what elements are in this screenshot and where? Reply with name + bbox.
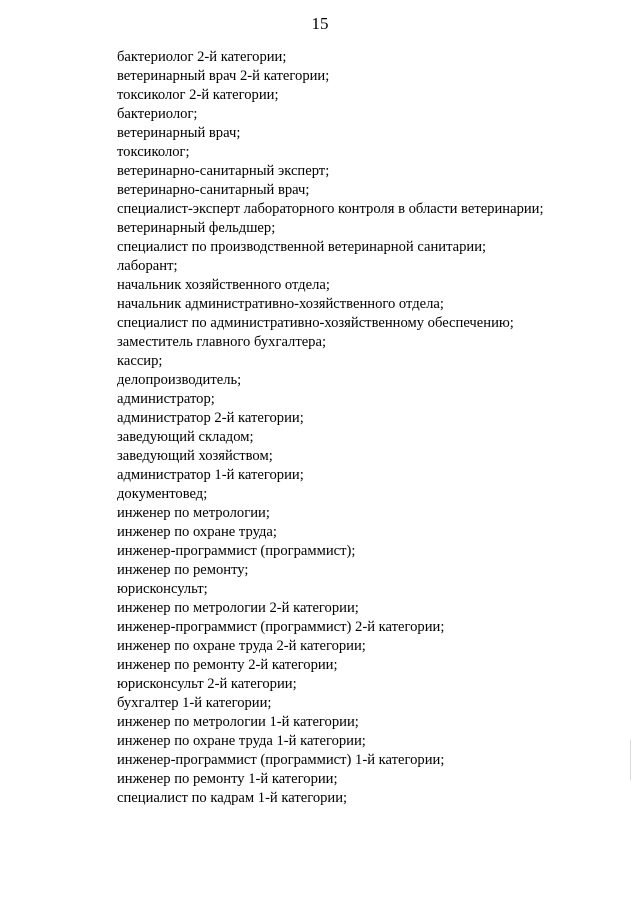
list-item: ветеринарный врач 2-й категории; — [117, 68, 330, 84]
list-item: инженер по ремонту; — [117, 562, 249, 578]
list-item: инженер-программист (программист); — [117, 543, 356, 559]
list-item: ветеринарно-санитарный врач; — [117, 182, 310, 198]
list-item: юрисконсульт; — [117, 581, 208, 597]
list-item: ветеринарный врач; — [117, 125, 241, 141]
list-item: специалист по административно-хозяйственному обеспечению; — [117, 315, 514, 331]
list-item: ветеринарно-санитарный эксперт; — [117, 163, 330, 179]
list-item: делопроизводитель; — [117, 372, 242, 388]
list-item: инженер по метрологии 2-й категории; — [117, 600, 359, 616]
list-item: инженер по охране труда 1-й категории; — [117, 733, 366, 749]
list-item: юрисконсульт 2-й категории; — [117, 676, 297, 692]
position-list — [117, 48, 544, 808]
list-item: начальник административно-хозяйственного отдела; — [117, 296, 444, 312]
list-item: инженер-программист (программист) 1-й категории; — [117, 752, 445, 768]
list-item: инженер по охране труда 2-й категории; — [117, 638, 366, 654]
list-item: документовед; — [117, 486, 208, 502]
scan-edge-mark — [630, 740, 631, 780]
list-item: бухгалтер 1-й категории; — [117, 695, 272, 711]
list-item: инженер по метрологии; — [117, 505, 270, 521]
list-item: начальник хозяйственного отдела; — [117, 277, 330, 293]
list-item: администратор 1-й категории; — [117, 467, 304, 483]
list-item: инженер по ремонту 2-й категории; — [117, 657, 338, 673]
list-item: бактериолог; — [117, 106, 198, 122]
list-item: администратор 2-й категории; — [117, 410, 304, 426]
list-item: ветеринарный фельдшер; — [117, 220, 276, 236]
list-item: кассир; — [117, 353, 163, 369]
list-item: заведующий хозяйством; — [117, 448, 273, 464]
list-item: специалист-эксперт лабораторного контроля в области ветеринарии; — [117, 201, 544, 217]
list-item: инженер по ремонту 1-й категории; — [117, 771, 338, 787]
list-item: специалист по кадрам 1-й категории; — [117, 790, 348, 806]
list-item: бактериолог 2-й категории; — [117, 49, 287, 65]
list-item: токсиколог; — [117, 144, 190, 160]
list-item: инженер-программист (программист) 2-й категории; — [117, 619, 445, 635]
list-item: инженер по метрологии 1-й категории; — [117, 714, 359, 730]
list-item: инженер по охране труда; — [117, 524, 277, 540]
list-item: администратор; — [117, 391, 215, 407]
list-item: специалист по производственной ветеринарной санитарии; — [117, 239, 487, 255]
list-item: лаборант; — [117, 258, 178, 274]
list-item: заместитель главного бухгалтера; — [117, 334, 327, 350]
page-number: 15 — [311, 14, 329, 33]
list-item: токсиколог 2-й категории; — [117, 87, 279, 103]
list-item: заведующий складом; — [117, 429, 254, 445]
